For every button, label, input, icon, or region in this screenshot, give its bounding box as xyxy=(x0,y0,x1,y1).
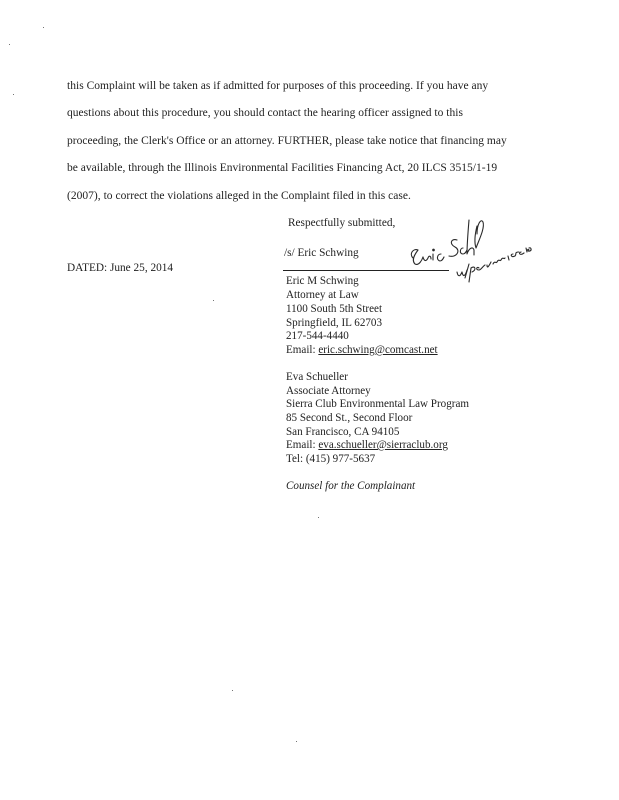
scan-speck xyxy=(213,300,214,301)
attorney-1-email-label: Email: xyxy=(286,344,319,356)
attorney-2-street: 85 Second St., Second Floor xyxy=(286,412,413,424)
body-text-line-2: questions about this procedure, you should contact the hearing officer assigned to this xyxy=(67,107,463,119)
attorney-2-city: San Francisco, CA 94105 xyxy=(286,426,400,438)
attorney-2-email-link[interactable]: eva.schueller@sierraclub.org xyxy=(318,439,448,451)
attorney-1-city: Springfield, IL 62703 xyxy=(286,317,383,329)
attorney-2-name: Eva Schueller xyxy=(286,371,348,383)
attorney-1-title: Attorney at Law xyxy=(286,289,359,301)
scan-speck xyxy=(318,517,319,518)
scan-speck xyxy=(43,27,44,28)
scan-speck xyxy=(9,44,10,45)
attorney-2-email-label: Email: xyxy=(286,439,319,451)
closing-text: Respectfully submitted, xyxy=(288,217,396,229)
attorney-2-email-row xyxy=(286,439,448,452)
counsel-label: Counsel for the Complainant xyxy=(286,480,416,492)
dated-text: DATED: June 25, 2014 xyxy=(67,262,174,274)
body-text-line-1: this Complaint will be taken as if admitted for purposes of this proceeding. If you have any xyxy=(67,80,489,92)
attorney-1-phone: 217-544-4440 xyxy=(286,330,349,342)
body-text-line-4: be available, through the Illinois Environmental Facilities Financing Act, 20 ILCS 3515/1-19 xyxy=(67,162,498,174)
attorney-2-title: Associate Attorney xyxy=(286,385,371,397)
handwritten-signature xyxy=(405,210,535,285)
scan-speck xyxy=(232,690,233,691)
electronic-signature: /s/ Eric Schwing xyxy=(284,247,359,259)
attorney-1-email-link[interactable]: eric.schwing@comcast.net xyxy=(318,344,438,356)
scan-speck xyxy=(296,741,297,742)
body-text-line-5: (2007), to correct the violations alleged in the Complaint filed in this case. xyxy=(67,190,411,202)
attorney-1-email-row xyxy=(286,344,438,357)
scan-speck xyxy=(13,94,14,95)
attorney-2-phone: Tel: (415) 977-5637 xyxy=(286,453,376,465)
body-text-line-3: proceeding, the Clerk's Office or an attorney. FURTHER, please take notice that financing may xyxy=(67,135,507,147)
attorney-1-street: 1100 South 5th Street xyxy=(286,303,383,315)
attorney-2-organization: Sierra Club Environmental Law Program xyxy=(286,398,470,410)
attorney-1-name: Eric M Schwing xyxy=(286,275,359,287)
